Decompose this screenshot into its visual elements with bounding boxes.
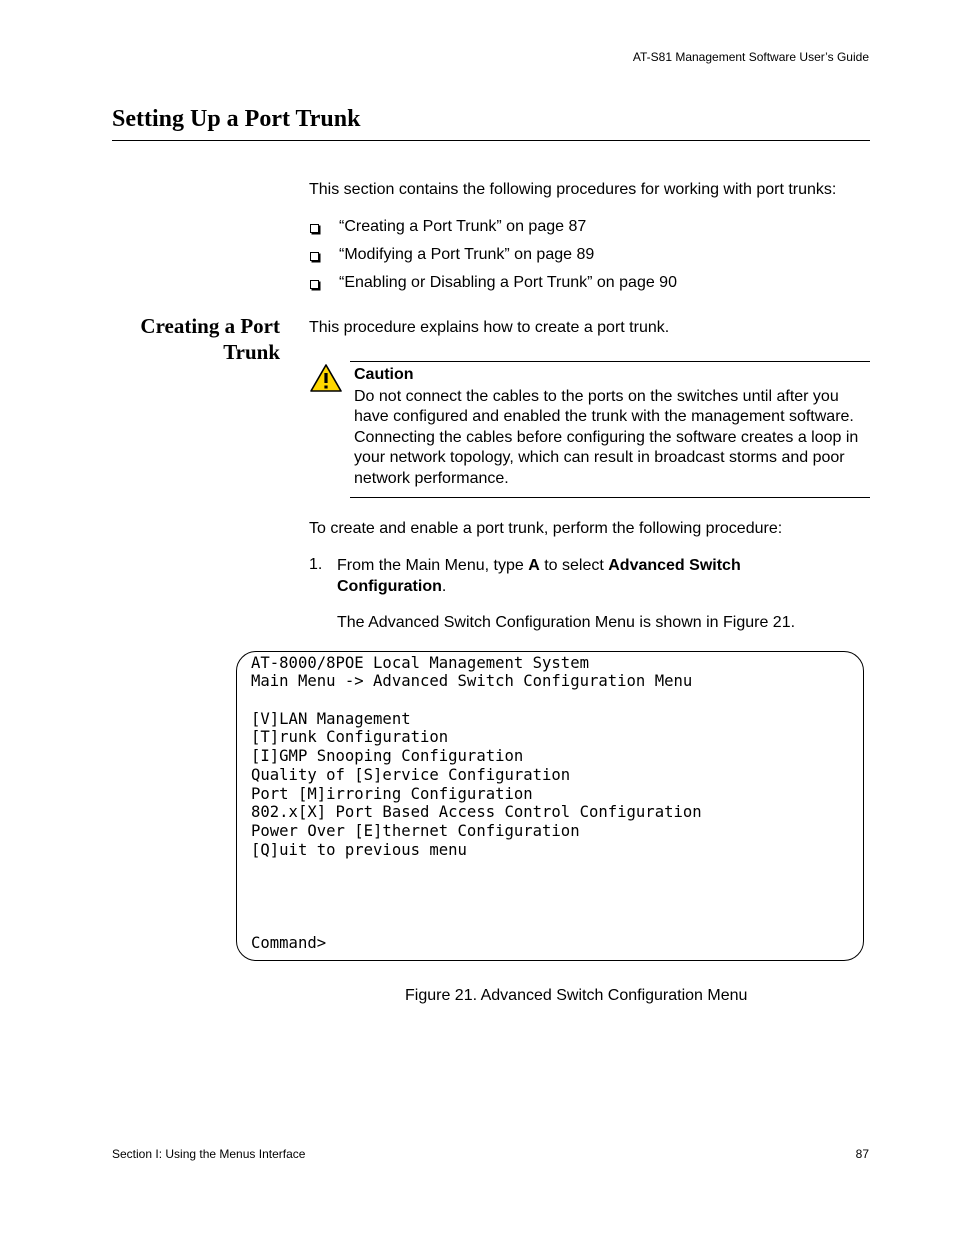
step-note: The Advanced Switch Configuration Menu is shown in Figure 21. [337, 614, 796, 631]
menu-option-mirroring[interactable]: Port [M]irroring Configuration [251, 785, 533, 803]
procedure-lead: To create and enable a port trunk, perform the following procedure: [309, 520, 783, 537]
section-title: Setting Up a Port Trunk [112, 106, 361, 132]
step-text-part: to select [539, 557, 609, 574]
section-intro: This section contains the following procedures for working with port trunks: [309, 181, 837, 198]
step-text-part: . [441, 577, 447, 595]
step-key: A [528, 557, 540, 574]
menu-option-vlan[interactable]: [V]LAN Management [251, 710, 411, 728]
step-text [337, 556, 807, 597]
terminal-breadcrumb: Main Menu -> Advanced Switch Configuration Menu [251, 672, 693, 690]
step-text-part: From the Main Menu, type [337, 557, 529, 574]
procedure-link[interactable]: “Enabling or Disabling a Port Trunk” on page 90 [339, 274, 677, 291]
checkbox-bullet-icon [310, 252, 319, 261]
procedure-intro: This procedure explains how to create a port trunk. [309, 319, 670, 336]
caution-text: Do not connect the cables to the ports on the switches until after you have configured and enabled the trunk with the management software. Connecting the cables before configuring the software creates a loop in your network topology, which can result in broadcast storms and poor network performance. [354, 388, 859, 487]
step-number: 1. [309, 556, 323, 573]
menu-option-igmp[interactable]: [I]GMP Snooping Configuration [251, 747, 524, 765]
subsection-title-line1: Creating a Port [140, 314, 280, 338]
subsection-title-line2: Trunk [223, 340, 280, 364]
footer-section: Section I: Using the Menus Interface [112, 1147, 306, 1161]
terminal-title: AT-8000/8POE Local Management System [251, 654, 589, 672]
menu-option-trunk[interactable]: [T]runk Configuration [251, 728, 449, 746]
menu-option-qos[interactable]: Quality of [S]ervice Configuration [251, 766, 571, 784]
menu-option-poe[interactable]: Power Over [E]thernet Configuration [251, 822, 580, 840]
step-menu-name: Advanced Switch Configuration [337, 557, 741, 595]
menu-option-quit[interactable]: [Q]uit to previous menu [251, 841, 467, 859]
command-prompt[interactable]: Command> [251, 934, 327, 952]
list-item[interactable] [309, 217, 677, 245]
title-rule [112, 140, 870, 141]
caution-title: Caution [354, 366, 414, 383]
page-number: 87 [855, 1147, 869, 1161]
menu-option-8021x[interactable]: 802.x[X] Port Based Access Control Configuration [251, 803, 702, 821]
figure-caption: Figure 21. Advanced Switch Configuration Menu [405, 987, 748, 1004]
checkbox-bullet-icon [310, 224, 319, 233]
procedure-link[interactable]: “Modifying a Port Trunk” on page 89 [339, 246, 595, 263]
list-item[interactable] [309, 273, 677, 301]
subsection-title [140, 313, 280, 365]
procedure-link[interactable]: “Creating a Port Trunk” on page 87 [339, 218, 587, 235]
list-item[interactable] [309, 245, 677, 273]
warning-triangle-icon [309, 363, 343, 393]
running-header: AT-S81 Management Software User’s Guide [632, 50, 869, 64]
procedure-list [309, 217, 677, 301]
checkbox-bullet-icon [310, 280, 319, 289]
